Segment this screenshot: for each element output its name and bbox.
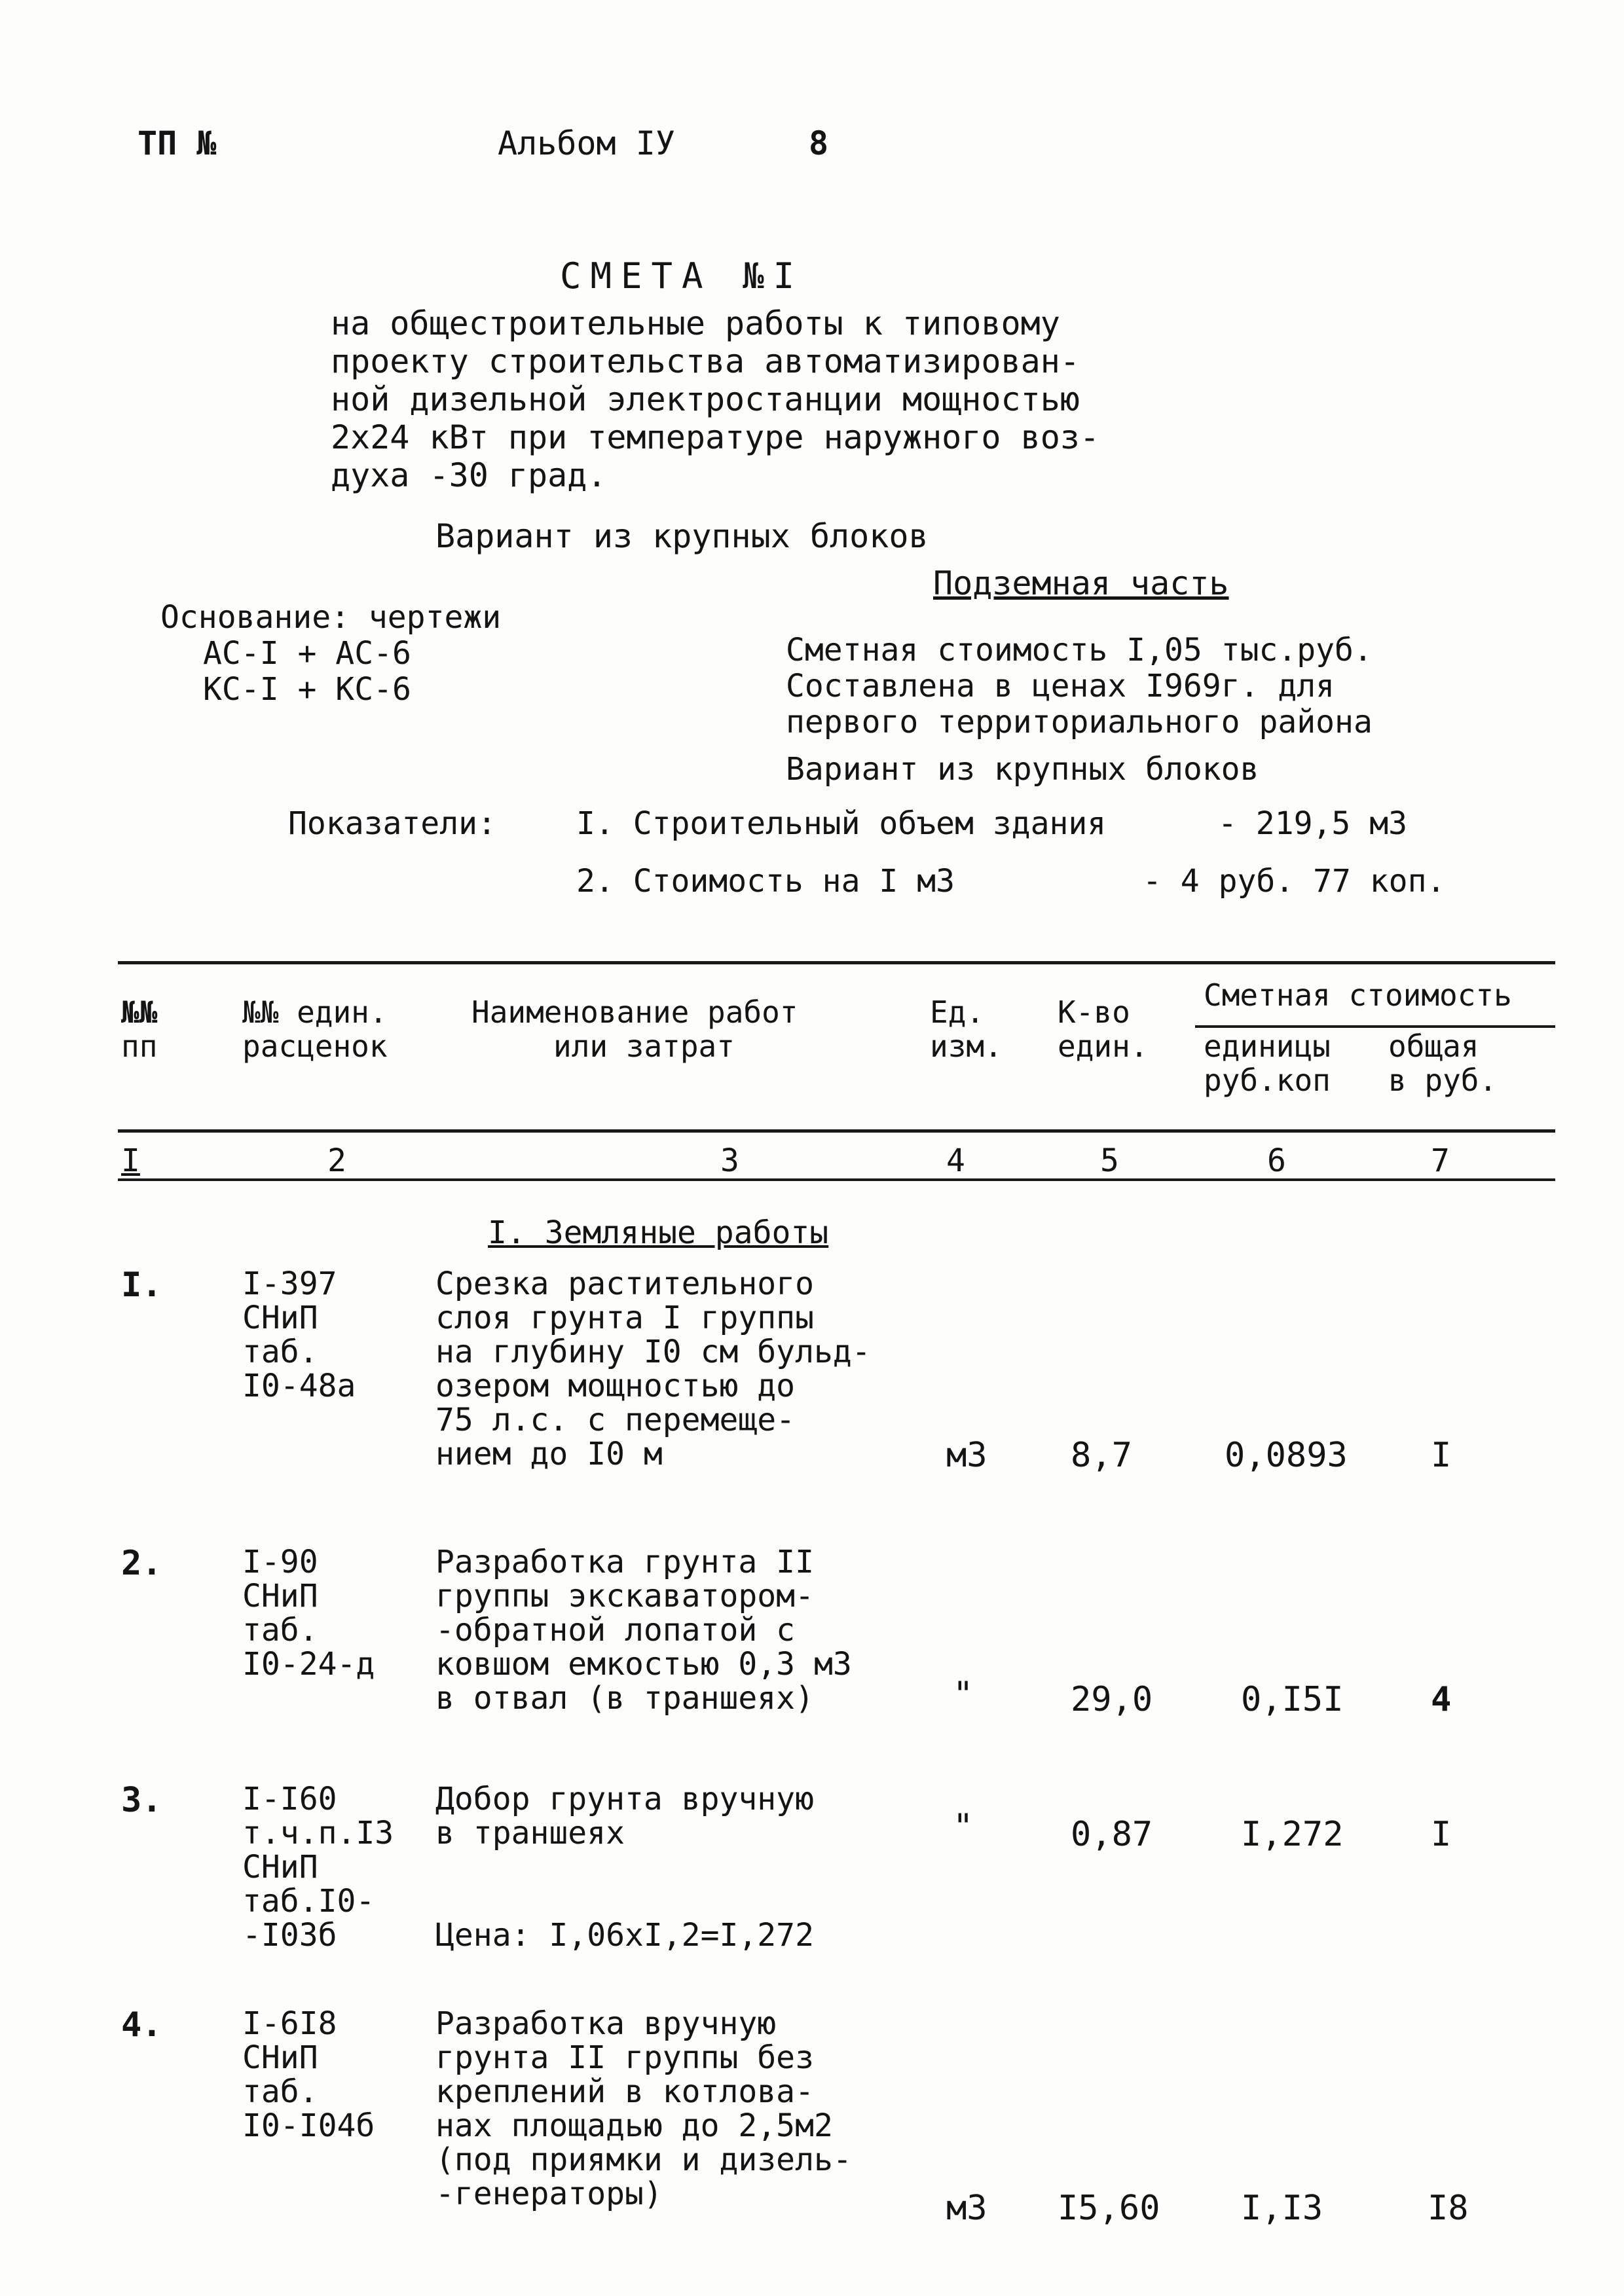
region-note: первого территориального района bbox=[786, 704, 1373, 740]
row-work-name: ковшом емкостью 0,3 м3 bbox=[435, 1646, 852, 1683]
col-number: 4 bbox=[946, 1142, 965, 1179]
header-page-number: 8 bbox=[809, 124, 829, 162]
col-header-quantity: един. bbox=[1058, 1029, 1149, 1064]
col-header-total: в руб. bbox=[1388, 1063, 1498, 1098]
indicators-label: Показатели: bbox=[288, 805, 496, 842]
variant-label-top: Вариант из крупных блоков bbox=[435, 517, 929, 555]
header-bottom-rule bbox=[118, 1129, 1555, 1133]
section-title: I. Земляные работы bbox=[488, 1214, 829, 1251]
header-album: Альбом IУ bbox=[498, 124, 675, 162]
row-rate-code: СНиП bbox=[242, 1578, 318, 1614]
col-number: 6 bbox=[1267, 1142, 1286, 1179]
col-number: 7 bbox=[1431, 1142, 1450, 1179]
row-total: 4 bbox=[1431, 1680, 1452, 1719]
row-number: 4. bbox=[121, 2005, 162, 2045]
indicator-unit-cost-value: - 4 руб. 77 коп. bbox=[1143, 863, 1446, 900]
description-line: 2х24 кВт при температуре наружного воз- bbox=[331, 418, 1099, 456]
row-rate-code: I-I60 bbox=[242, 1781, 337, 1817]
col-header-number: №№ bbox=[121, 994, 158, 1030]
col-header-work-name: или затрат bbox=[553, 1029, 735, 1064]
col-number: 3 bbox=[720, 1142, 739, 1179]
description-line: проекту строительства автоматизирован- bbox=[331, 342, 1080, 380]
row-total: I bbox=[1431, 1815, 1452, 1854]
row-rate-code: таб. bbox=[242, 2073, 318, 2110]
row-rate-code: СНиП bbox=[242, 1300, 318, 1336]
row-rate-code: I0-24-д bbox=[242, 1646, 375, 1683]
row-quantity: 0,87 bbox=[1071, 1815, 1153, 1854]
row-rate-code: I-397 bbox=[242, 1266, 337, 1302]
col-number: 5 bbox=[1100, 1142, 1119, 1179]
col-header-unit: изм. bbox=[930, 1029, 1003, 1064]
row-rate-code: т.ч.п.I3 bbox=[242, 1815, 394, 1851]
price-basis: Составлена в ценах I969г. для bbox=[786, 668, 1335, 704]
row-unit: " bbox=[953, 1807, 974, 1846]
row-work-name: -обратной лопатой с bbox=[435, 1612, 796, 1649]
row-work-name: (под приямки и дизель- bbox=[435, 2141, 852, 2178]
row-rate-code: СНиП bbox=[242, 1849, 318, 1886]
row-work-name: слоя грунта I группы bbox=[435, 1300, 814, 1336]
row-unit: м3 bbox=[946, 2189, 987, 2228]
row-price-note: Цена: I,06хI,2=I,272 bbox=[435, 1917, 814, 1954]
row-total: I bbox=[1431, 1436, 1452, 1475]
row-total: I8 bbox=[1428, 2189, 1469, 2228]
col-header-work-name: Наименование работ bbox=[471, 994, 798, 1030]
description-line: на общестроительные работы к типовому bbox=[331, 304, 1060, 342]
row-unit-price: 0,0893 bbox=[1225, 1436, 1348, 1475]
indicator-unit-cost-label: 2. Стоимость на I м3 bbox=[576, 863, 955, 900]
description-line: духа -30 град. bbox=[331, 456, 607, 494]
row-rate-code: I0-48а bbox=[242, 1368, 356, 1404]
row-work-name: -генераторы) bbox=[435, 2176, 663, 2212]
col-number: I bbox=[121, 1142, 140, 1179]
document-title: СМЕТА №I bbox=[560, 255, 804, 297]
row-rate-code: I-6I8 bbox=[242, 2005, 337, 2042]
row-work-name: креплений в котлова- bbox=[435, 2073, 814, 2110]
underground-part-heading: Подземная часть bbox=[933, 564, 1229, 602]
col-header-unit-price: руб.коп bbox=[1204, 1063, 1331, 1098]
row-unit-price: I,272 bbox=[1241, 1815, 1344, 1854]
row-unit: " bbox=[953, 1675, 974, 1714]
col-header-quantity: К-во bbox=[1058, 994, 1130, 1030]
col-number: 2 bbox=[327, 1142, 346, 1179]
col-header-cost-group: Сметная стоимость bbox=[1204, 977, 1512, 1013]
row-work-name: Разработка вручную bbox=[435, 2005, 777, 2042]
row-work-name: 75 л.с. с перемеще- bbox=[435, 1402, 796, 1438]
row-rate-code: I0-I04б bbox=[242, 2107, 375, 2144]
row-rate-code: I-90 bbox=[242, 1544, 318, 1580]
col-header-unit-price: единицы bbox=[1204, 1029, 1331, 1064]
row-quantity: 8,7 bbox=[1071, 1436, 1132, 1475]
indicator-volume-label: I. Строительный объем здания bbox=[576, 805, 1107, 842]
basis-drawings-line: КС-I + КС-6 bbox=[203, 671, 411, 708]
col-header-rate-code: №№ един. bbox=[242, 994, 388, 1030]
estimated-cost: Сметная стоимость I,05 тыс.руб. bbox=[786, 632, 1373, 668]
row-work-name: группы экскаватором- bbox=[435, 1578, 814, 1614]
row-unit-price: 0,I5I bbox=[1241, 1680, 1344, 1719]
row-work-name: нах площадью до 2,5м2 bbox=[435, 2107, 833, 2144]
basis-drawings-line: АС-I + АС-6 bbox=[203, 635, 411, 672]
row-quantity: I5,60 bbox=[1058, 2189, 1160, 2228]
row-work-name: на глубину I0 см бульд- bbox=[435, 1334, 871, 1370]
col-header-number: пп bbox=[121, 1029, 158, 1064]
table-top-rule bbox=[118, 961, 1555, 964]
row-number: I. bbox=[121, 1266, 162, 1305]
col-header-total: общая bbox=[1388, 1029, 1479, 1064]
row-unit-price: I,I3 bbox=[1241, 2189, 1323, 2228]
row-work-name: в траншеях bbox=[435, 1815, 625, 1851]
row-work-name: озером мощностью до bbox=[435, 1368, 796, 1404]
row-work-name: в отвал (в траншеях) bbox=[435, 1680, 814, 1717]
row-work-name: нием до I0 м bbox=[435, 1436, 663, 1472]
row-unit: м3 bbox=[946, 1436, 987, 1475]
cost-group-rule bbox=[1195, 1025, 1555, 1028]
row-work-name: Добор грунта вручную bbox=[435, 1781, 814, 1817]
row-number: 3. bbox=[121, 1781, 162, 1820]
description-line: ной дизельной электростанции мощностью bbox=[331, 380, 1080, 418]
col-header-rate-code: расценок bbox=[242, 1029, 388, 1064]
row-rate-code: таб. bbox=[242, 1334, 318, 1370]
indicator-volume-value: - 219,5 м3 bbox=[1218, 805, 1407, 842]
row-rate-code: -I03б bbox=[242, 1917, 337, 1954]
variant-label: Вариант из крупных блоков bbox=[786, 751, 1259, 788]
row-work-name: Срезка растительного bbox=[435, 1266, 814, 1302]
basis-label: Основание: чертежи bbox=[160, 599, 502, 636]
row-number: 2. bbox=[121, 1544, 162, 1583]
row-rate-code: таб. bbox=[242, 1612, 318, 1649]
row-rate-code: таб.I0- bbox=[242, 1883, 375, 1920]
header-project-number: ТП № bbox=[138, 124, 217, 162]
row-rate-code: СНиП bbox=[242, 2039, 318, 2076]
col-header-unit: Ед. bbox=[930, 994, 985, 1030]
row-quantity: 29,0 bbox=[1071, 1680, 1153, 1719]
row-work-name: грунта II группы без bbox=[435, 2039, 814, 2076]
row-work-name: Разработка грунта II bbox=[435, 1544, 814, 1580]
